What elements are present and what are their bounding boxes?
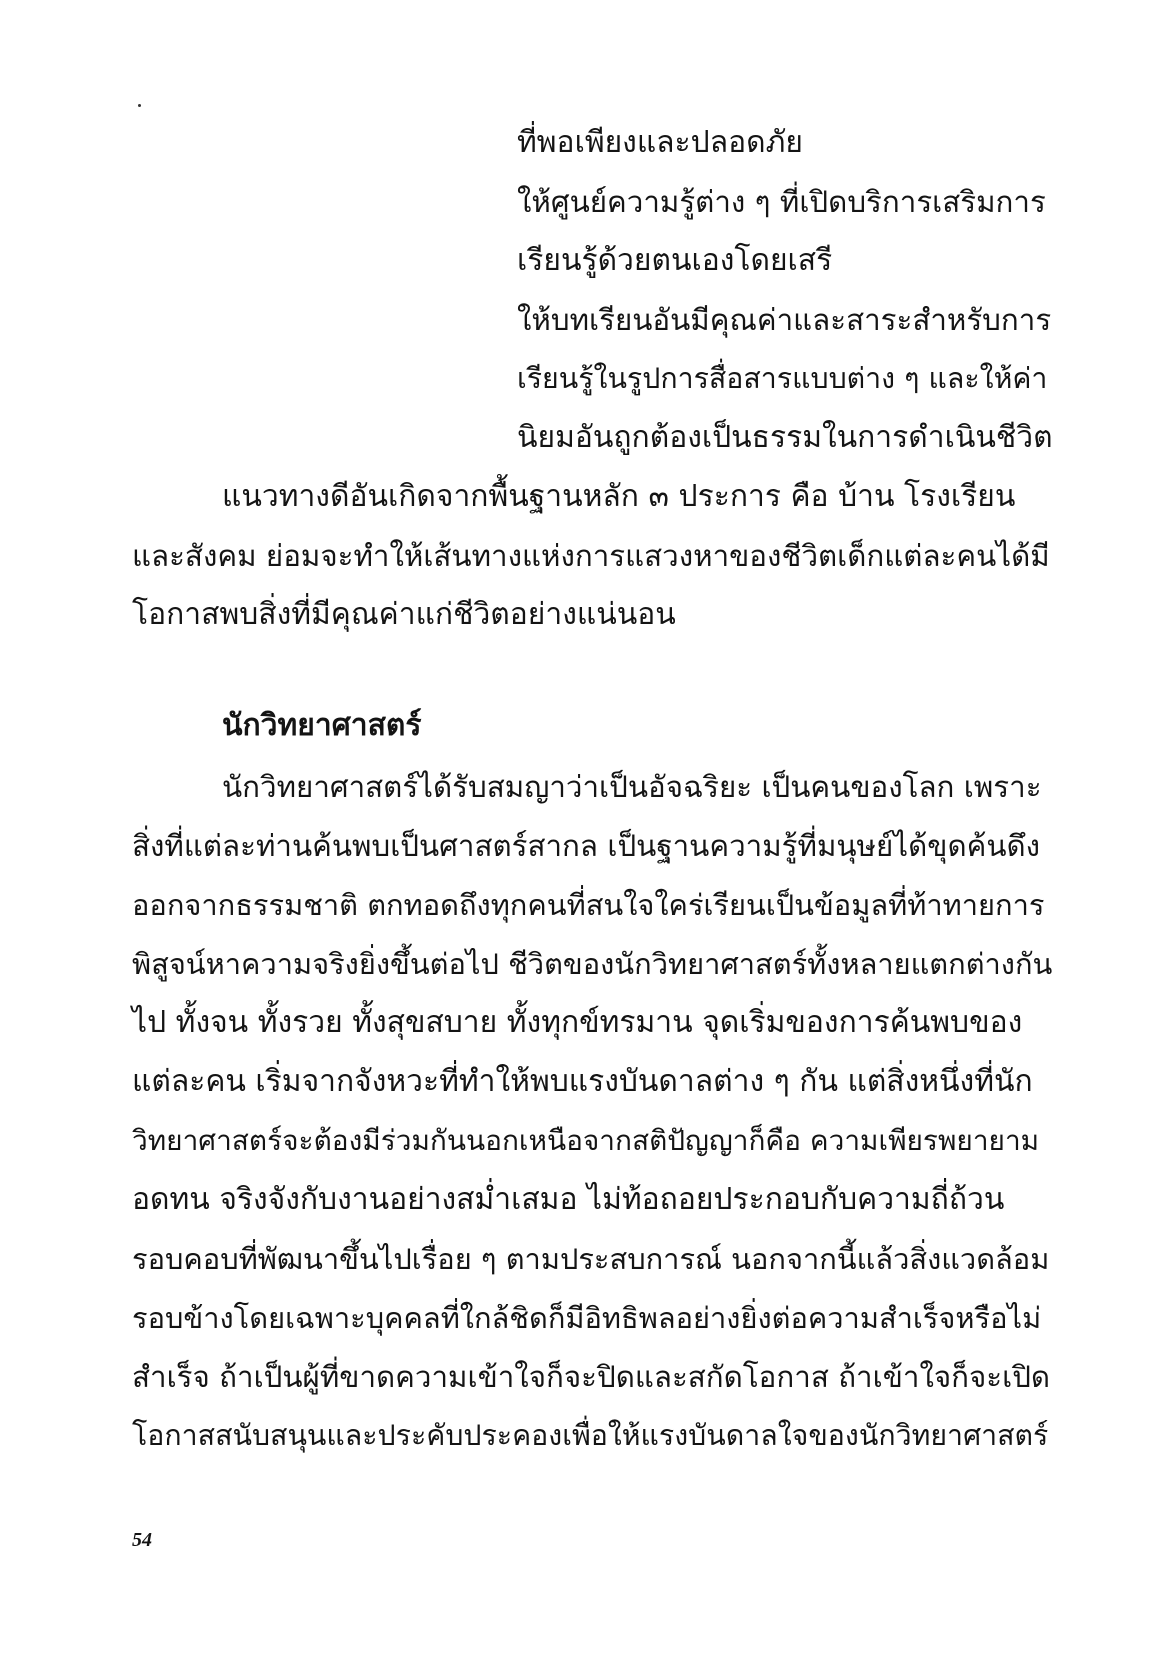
text-line: ให้ศูนย์ความรู้ต่าง ๆ ที่เปิดบริการเสริมการ bbox=[517, 185, 1046, 219]
paragraph-line: รอบข้างโดยเฉพาะบุคคลที่ใกล้ชิดก็มีอิทธิพลอย่างยิ่งต่อความสำเร็จหรือไม่ bbox=[132, 1301, 1042, 1335]
page-number: 54 bbox=[132, 1529, 152, 1551]
scan-speck bbox=[138, 104, 141, 107]
paragraph-line: สิ่งที่แต่ละท่านค้นพบเป็นศาสตร์สากล เป็นฐานความรู้ที่มนุษย์ได้ขุดค้นดึง bbox=[132, 829, 1041, 863]
paragraph-line: แนวทางดีอันเกิดจากพื้นฐานหลัก ๓ ประการ คือ บ้าน โรงเรียน bbox=[222, 479, 1016, 514]
paragraph-line: อดทน จริงจังกับงานอย่างสม่ำเสมอ ไม่ท้อถอยประกอบกับความถี่ถ้วน bbox=[132, 1182, 1005, 1217]
paragraph-line: วิทยาศาสตร์จะต้องมีร่วมกันนอกเหนือจากสติปัญญาก็คือ ความเพียรพยายาม bbox=[132, 1124, 1040, 1157]
paragraph-line: โอกาสพบสิ่งที่มีคุณค่าแก่ชีวิตอย่างแน่นอน bbox=[132, 597, 676, 632]
paragraph-line: รอบคอบที่พัฒนาขึ้นไปเรื่อย ๆ ตามประสบการณ์ นอกจากนี้แล้วสิ่งแวดล้อม bbox=[132, 1242, 1050, 1276]
paragraph-line: พิสูจน์หาความจริงยิ่งขึ้นต่อไป ชีวิตของนักวิทยาศาสตร์ทั้งหลายแตกต่างกัน bbox=[132, 947, 1053, 981]
text-line: เรียนรู้ในรูปการสื่อสารแบบต่าง ๆ และให้ค่า bbox=[517, 362, 1048, 395]
text-line: ที่พอเพียงและปลอดภัย bbox=[517, 125, 803, 160]
paragraph-line: และสังคม ย่อมจะทำให้เส้นทางแห่งการแสวงหาของชีวิตเด็กแต่ละคนได้มี bbox=[132, 539, 1050, 573]
text-line: ให้บทเรียนอันมีคุณค่าและสาระสำหรับการ bbox=[517, 303, 1052, 337]
paragraph-line: ออกจากธรรมชาติ ตกทอดถึงทุกคนที่สนใจใคร่เรียนเป็นข้อมูลที่ท้าทายการ bbox=[132, 888, 1045, 922]
paragraph-line: นักวิทยาศาสตร์ได้รับสมญาว่าเป็นอัจฉริยะ เป็นคนของโลก เพราะ bbox=[222, 770, 1042, 804]
section-heading: นักวิทยาศาสตร์ bbox=[222, 708, 422, 743]
paragraph-line: สำเร็จ ถ้าเป็นผู้ที่ขาดความเข้าใจก็จะปิดและสกัดโอกาส ถ้าเข้าใจก็จะเปิด bbox=[132, 1360, 1051, 1394]
text-line: นิยมอันถูกต้องเป็นธรรมในการดำเนินชีวิต bbox=[517, 420, 1053, 455]
paragraph-line: โอกาสสนับสนุนและประคับประคองเพื่อให้แรงบันดาลใจของนักวิทยาศาสตร์ bbox=[132, 1419, 1049, 1452]
paragraph-line: ไป ทั้งจน ทั้งรวย ทั้งสุขสบาย ทั้งทุกข์ทรมาน จุดเริ่มของการค้นพบของ bbox=[132, 1005, 1023, 1040]
paragraph-line: แต่ละคน เริ่มจากจังหวะที่ทำให้พบแรงบันดาลต่าง ๆ กัน แต่สิ่งหนึ่งที่นัก bbox=[132, 1064, 1033, 1099]
text-line: เรียนรู้ด้วยตนเองโดยเสรี bbox=[517, 243, 833, 278]
